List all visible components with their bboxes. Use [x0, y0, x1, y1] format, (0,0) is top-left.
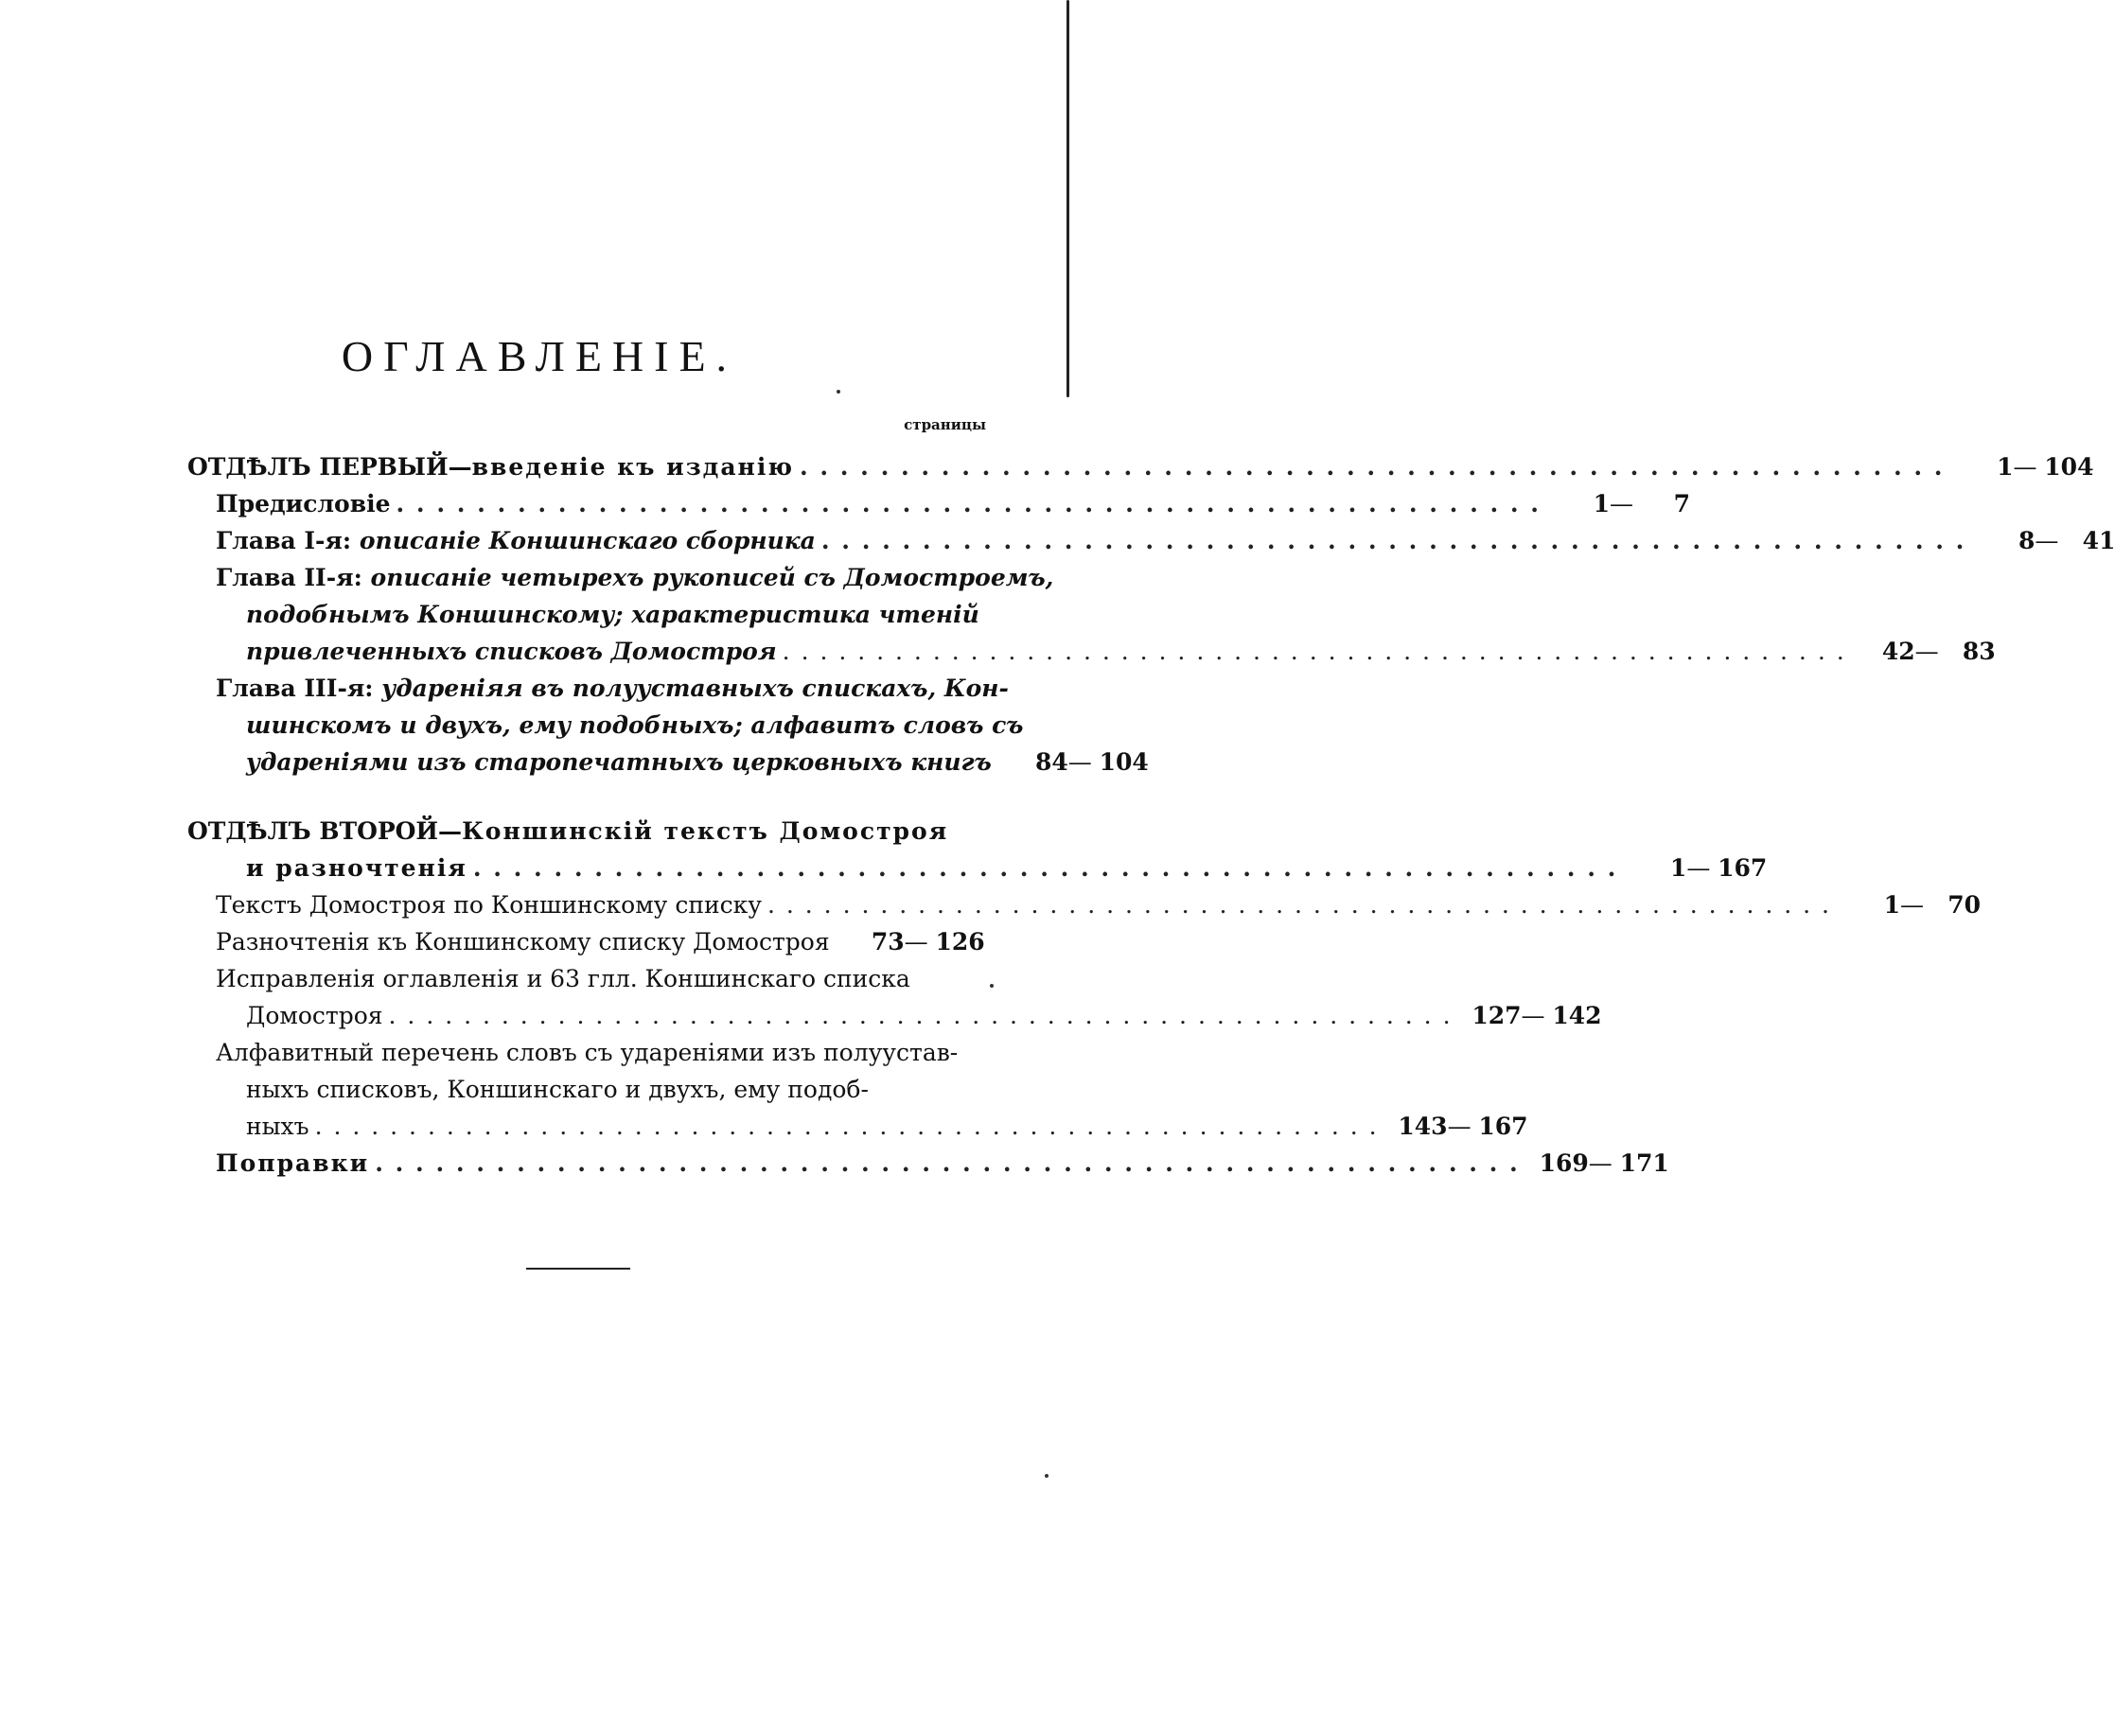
entry-line-3: удареніями изъ старопечатныхъ церковныхъ книгъ — [246, 748, 992, 776]
toc-entry-chapter-1[interactable]: Глава I-я: описаніе Коншинскаго сборника . . . 8— 41 — [216, 522, 984, 559]
entry-line-1: удареніяя въ полууставныхъ спискахъ, Кон- — [381, 675, 1009, 702]
page-start: 1 — [1593, 490, 1611, 517]
toc-entry-variants[interactable]: Разночтенія къ Коншинскому списку Домостроя 73— 126 — [216, 923, 984, 960]
toc-entry-errata[interactable]: Поправки . . . 169— 171 — [216, 1145, 984, 1182]
toc-entry-alphabetical-list[interactable]: Алфавитный перечень словъ съ удареніями изъ полуустав- ныхъ списковъ, Коншинскаго и двухъ, ему подоб- ныхъ . . . 143— 167 — [187, 1034, 984, 1145]
page-start: 8 — [2018, 527, 2036, 554]
page-end: 167 — [1478, 1113, 1528, 1140]
page-end: 104 — [2044, 453, 2094, 481]
dot-leader — [821, 522, 1966, 559]
page-start: 143 — [1398, 1113, 1448, 1140]
table-of-contents — [187, 448, 2115, 1182]
ink-speck — [990, 984, 994, 988]
page-end: 7 — [1673, 490, 1691, 517]
entry-line-1: Алфавитный перечень словъ съ удареніями изъ полуустав- — [216, 1039, 959, 1066]
entry-line-2: Домостроя — [246, 1002, 383, 1029]
pages-column-header: страницы — [904, 416, 986, 433]
ink-speck — [1045, 1474, 1049, 1478]
section-2-heading-line-1: Коншинскій текстъ Домостроя — [462, 817, 949, 845]
page-start: 1 — [1669, 854, 1687, 882]
page-end: 167 — [1718, 854, 1768, 882]
entry-label: Глава III-я: — [216, 675, 374, 702]
toc-section-2[interactable]: ОТДѢЛЪ ВТОРОЙ—Коншинскій текстъ Домостроя и разночтенія . . . 1— 167 — [187, 813, 984, 886]
page-end: 126 — [935, 928, 985, 956]
toc-entry-preface[interactable]: Предисловіе . . . 1— 7 — [216, 485, 984, 522]
page-start: 1 — [1997, 453, 2014, 481]
dot-leader — [397, 485, 1542, 522]
toc-entry-corrections-list[interactable]: Исправленія оглавленія и 63 глл. Коншинскаго списка Домостроя . . . 127— 142 — [187, 960, 984, 1034]
page-end: 70 — [1948, 891, 1981, 919]
page-end: 142 — [1552, 1002, 1602, 1029]
entry-line-2: шинскомъ и двухъ, ему подобныхъ; алфавитъ словъ съ — [246, 711, 1024, 739]
page-start: 42 — [1881, 638, 1915, 665]
entry-line-1: Исправленія оглавленія и 63 глл. Коншинскаго списка — [216, 965, 910, 992]
page-start: 84 — [1034, 748, 1068, 776]
dot-leader — [315, 1108, 1379, 1145]
entry-text: Текстъ Домостроя по Коншинскому списку — [216, 891, 762, 919]
entry-label: Глава II-я: — [216, 564, 362, 591]
page-start: 1 — [1883, 891, 1900, 919]
entry-text: описаніе Коншинскаго сборника — [359, 527, 816, 554]
dot-leader — [767, 886, 1831, 923]
toc-entry-chapter-2[interactable]: Глава II-я: описаніе четырехъ рукописей съ Домостроемъ, подобнымъ Коншинскому; характеристика чтеній привлеченныхъ списковъ Домостроя . . . 42— 83 — [187, 559, 984, 670]
section-gap — [187, 780, 984, 813]
entry-text: Поправки — [216, 1149, 370, 1177]
entry-line-3: ныхъ — [246, 1113, 309, 1140]
entry-text: Предисловіе — [216, 490, 391, 517]
section-2-heading: ОТДѢЛЪ ВТОРОЙ— — [187, 817, 463, 845]
entry-line-2: ныхъ списковъ, Коншинскаго и двухъ, ему подоб- — [246, 1076, 869, 1103]
section-1-heading-rest: введеніе къ изданію — [471, 453, 794, 481]
page-end: 41 — [2082, 527, 2115, 554]
toc-entry-chapter-3[interactable]: Глава III-я: удареніяя въ полууставныхъ спискахъ, Кон- шинскомъ и двухъ, ему подобныхъ; алфавитъ словъ съ удареніями изъ старопечатныхъ церковныхъ книгъ 84— 104 — [187, 670, 984, 780]
page-start: 127 — [1472, 1002, 1522, 1029]
dot-leader — [800, 448, 1945, 485]
page-end: 83 — [1962, 638, 1996, 665]
dot-leader — [389, 997, 1453, 1034]
entry-line-1: описаніе четырехъ рукописей съ Домостроемъ, — [370, 564, 1054, 591]
entry-line-2: подобнымъ Коншинскому; характеристика чтеній — [246, 601, 979, 628]
page-start: 73 — [871, 928, 905, 956]
page-start: 169 — [1539, 1149, 1589, 1177]
section-2-heading-line-2: и разночтенія — [246, 854, 467, 882]
page-title: ОГЛАВЛЕНІЕ. — [341, 332, 738, 380]
toc-entry-text[interactable]: Текстъ Домостроя по Коншинскому списку . . . 1— 70 — [216, 886, 984, 923]
page-end: 104 — [1099, 748, 1149, 776]
dot-leader — [473, 850, 1618, 886]
entry-line-3: привлеченныхъ списковъ Домостроя — [246, 638, 777, 665]
entry-text: Разночтенія къ Коншинскому списку Домостроя — [216, 928, 830, 956]
section-1-heading: ОТДѢЛЪ ПЕРВЫЙ— — [187, 453, 472, 481]
dot-leader — [783, 633, 1846, 670]
entry-label: Глава I-я: — [216, 527, 352, 554]
ink-speck — [837, 390, 840, 394]
dot-leader — [375, 1145, 1520, 1182]
page-end: 171 — [1619, 1149, 1669, 1177]
toc-section-1[interactable]: ОТДѢЛЪ ПЕРВЫЙ—введеніе къ изданію . . . 1— 104 — [187, 448, 984, 485]
closing-rule — [526, 1268, 630, 1270]
